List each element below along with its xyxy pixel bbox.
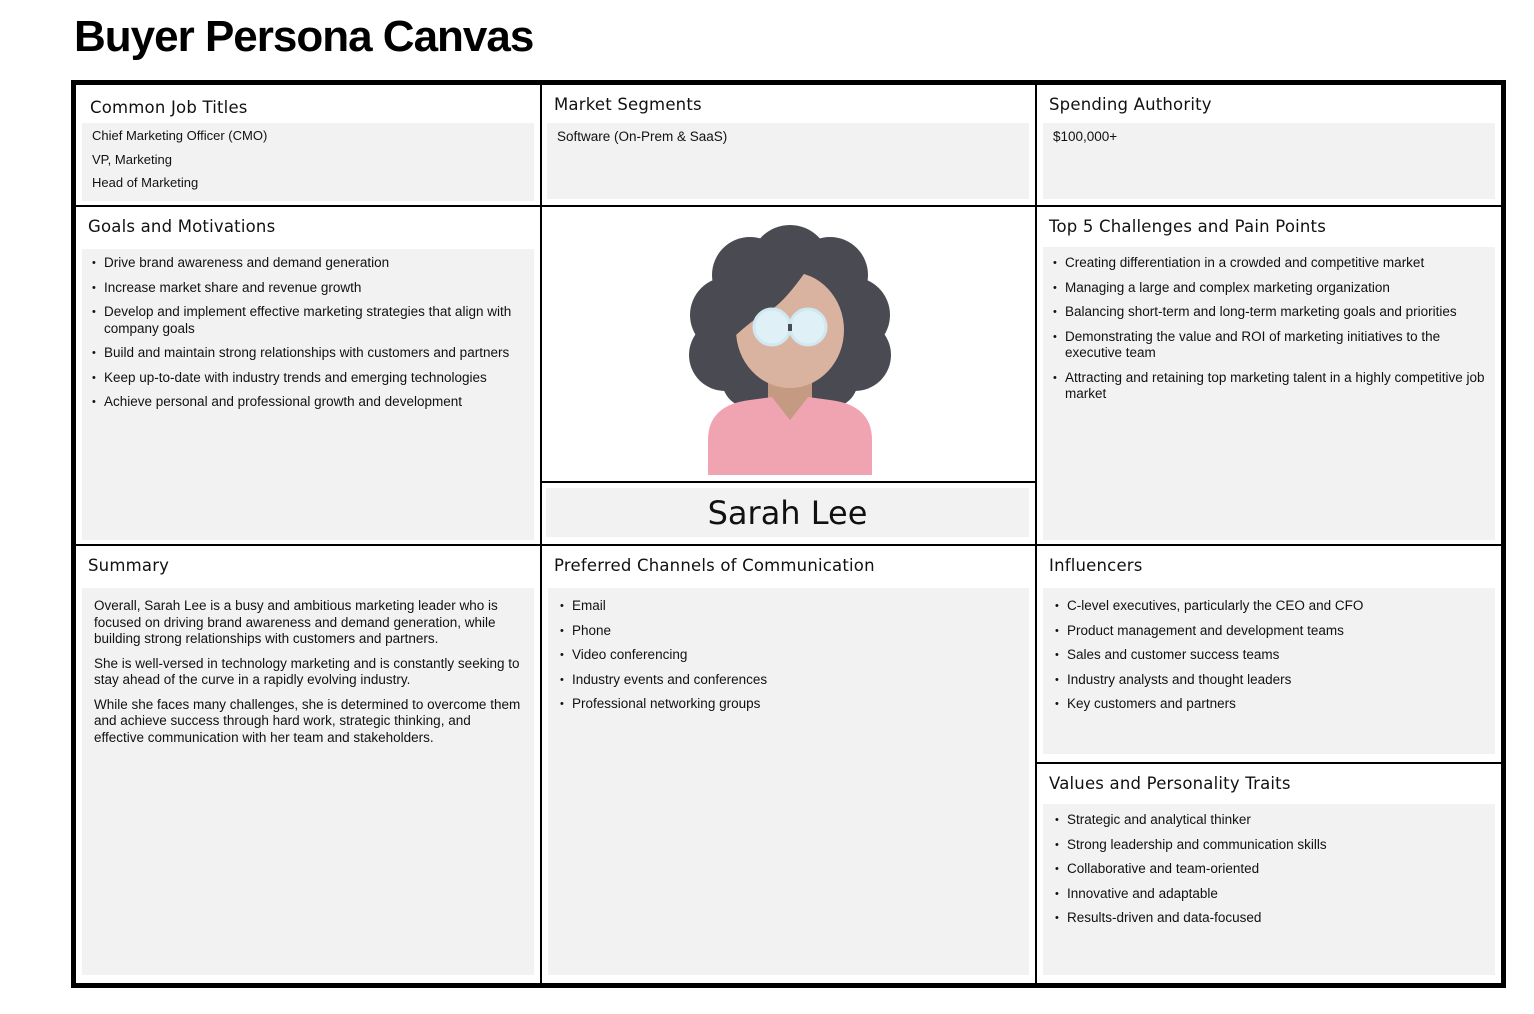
channels-heading: Preferred Channels of Communication [554,556,875,575]
influencers-box [1043,588,1495,754]
influencers-list [1055,598,1485,713]
influencer-item: • C-level executives, particularly the CEO and CFO [1055,598,1485,615]
channels-list [560,598,1019,713]
job-title-item: VP, Marketing [92,151,172,167]
values-heading: Values and Personality Traits [1049,774,1291,793]
channel-item: • Phone [560,623,1019,640]
influencer-item: • Industry analysts and thought leaders [1055,672,1485,689]
challenge-item: • Creating differentiation in a crowded and competitive market [1053,255,1485,272]
job-titles-section [76,85,542,207]
job-titles-box [82,123,534,201]
influencers-heading: Influencers [1049,556,1143,575]
channel-item: • Video conferencing [560,647,1019,664]
value-item: • Strong leadership and communication skills [1055,837,1485,854]
summary-paragraph: Overall, Sarah Lee is a busy and ambitious marketing leader who is focused on driving brand awareness and demand generation, while building strong relationships with customers and partners. [94,598,498,646]
goals-box [82,249,534,540]
goal-item: • Build and maintain strong relationships with customers and partners [92,345,524,362]
value-item: • Strategic and analytical thinker [1055,812,1485,829]
challenges-list [1053,255,1485,403]
summary-section [76,546,542,983]
persona-name-box [546,488,1029,537]
influencer-item: • Sales and customer success teams [1055,647,1485,664]
goal-item: • Achieve personal and professional growth and development [92,394,524,411]
values-section [1037,764,1501,983]
goal-item: • Drive brand awareness and demand generation [92,255,524,272]
goal-item: • Develop and implement effective marketing strategies that align with company goals [92,304,524,337]
challenge-item: • Attracting and retaining top marketing talent in a highly competitive job market [1053,370,1485,403]
values-box [1043,804,1495,975]
summary-paragraph: While she faces many challenges, she is determined to overcome them and achieve success through hard work, strategic thinking, and effective communication with her team and stakeholders. [94,696,521,745]
market-segment-item: Software (On-Prem & SaaS) [557,129,728,144]
goal-item: • Increase market share and revenue growth [92,280,524,297]
spending-authority-section [1037,85,1501,207]
influencers-section [1037,546,1501,764]
challenges-heading: Top 5 Challenges and Pain Points [1049,217,1327,236]
persona-name: Sarah Lee [707,493,868,532]
challenges-box [1043,247,1495,540]
job-title-item: Head of Marketing [92,175,199,190]
goals-section [76,207,542,546]
value-item: • Collaborative and team-oriented [1055,861,1485,878]
job-titles-heading: Common Job Titles [90,98,248,117]
challenge-item: • Managing a large and complex marketing organization [1053,280,1485,297]
spending-authority-heading: Spending Authority [1049,95,1212,114]
spending-authority-box [1043,123,1495,199]
market-segments-box [547,123,1029,199]
woman-with-glasses-avatar-icon [680,215,900,475]
values-list [1055,812,1485,927]
summary-heading: Summary [88,556,170,575]
channel-item: • Professional networking groups [560,696,1019,713]
challenge-item: • Demonstrating the value and ROI of marketing initiatives to the executive team [1053,329,1485,362]
persona-name-section [542,483,1037,546]
channel-item: • Industry events and conferences [560,672,1019,689]
goals-list [92,255,524,411]
summary-paragraph: She is well-versed in technology marketing and is constantly seeking to stay ahead of the curve in a rapidly evolving industry. [94,655,520,687]
goal-item: • Keep up-to-date with industry trends and emerging technologies [92,370,524,387]
market-segments-heading: Market Segments [554,95,702,114]
channel-item: • Email [560,598,1019,615]
persona-canvas [71,80,1506,988]
influencer-item: • Product management and development teams [1055,623,1485,640]
goals-heading: Goals and Motivations [88,217,276,236]
challenge-item: • Balancing short-term and long-term marketing goals and priorities [1053,304,1485,321]
persona-avatar-section [542,207,1037,483]
channels-section [542,546,1037,983]
summary-box [82,588,534,975]
spending-authority-value: $100,000+ [1053,129,1118,144]
page-title: Buyer Persona Canvas [74,12,534,61]
influencer-item: • Key customers and partners [1055,696,1485,713]
channels-box [548,588,1029,975]
challenges-section [1037,207,1501,546]
value-item: • Innovative and adaptable [1055,886,1485,903]
job-title-item: Chief Marketing Officer (CMO) [92,128,268,143]
value-item: • Results-driven and data-focused [1055,910,1485,927]
market-segments-section [542,85,1037,207]
